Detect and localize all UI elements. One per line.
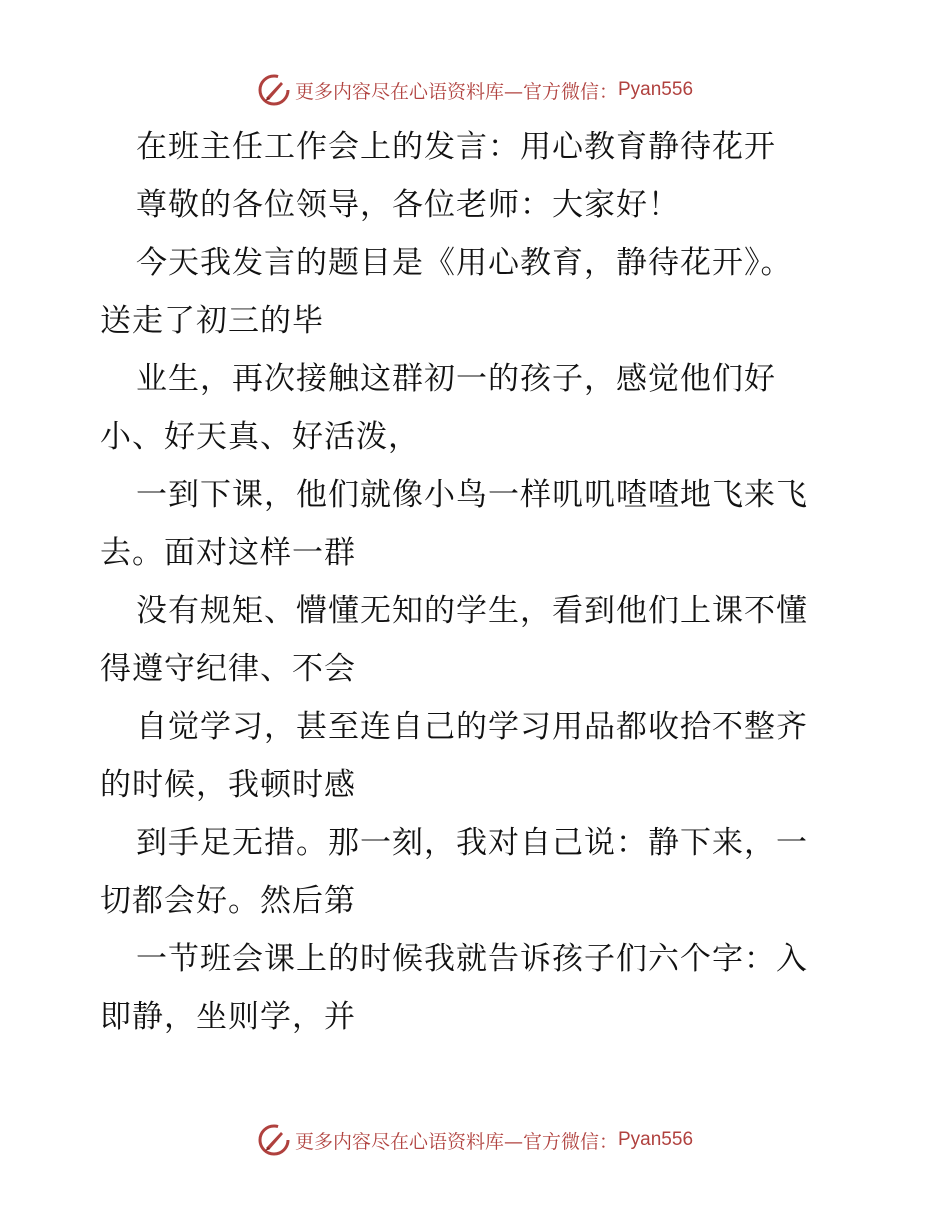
doc-line-7: 一到下课，他们就像小鸟一样叽叽喳喳地飞来飞 — [136, 477, 808, 513]
doc-line-3: 今天我发言的题目是《用心教育，静待花开》。 — [136, 245, 793, 281]
footer-banner — [0, 1120, 950, 1160]
red-quill-seal-icon — [257, 73, 291, 107]
doc-line-2: 尊敬的各位领导，各位老师：大家好！ — [136, 187, 680, 223]
banner-text: 更多内容尽在心语资料库—官方微信： — [294, 80, 618, 103]
doc-line-9: 没有规矩、懵懂无知的学生，看到他们上课不懂 — [136, 593, 808, 629]
banner-wechat-id: Pyan556 — [618, 1129, 694, 1150]
doc-line-11: 自觉学习，甚至连自己的学习用品都收拾不整齐 — [136, 709, 808, 745]
doc-line-6: 小、好天真、好活泼， — [100, 419, 420, 455]
doc-line-4: 送走了初三的毕 — [100, 303, 324, 339]
doc-line-16: 即静，坐则学，并 — [100, 999, 356, 1035]
doc-line-8: 去。面对这样一群 — [100, 535, 356, 571]
doc-line-13: 到手足无措。那一刻，我对自己说：静下来，一 — [136, 825, 808, 861]
red-quill-seal-icon — [257, 1123, 291, 1157]
doc-line-14: 切都会好。然后第 — [100, 883, 356, 919]
banner-wechat-id: Pyan556 — [618, 79, 694, 100]
document-body — [100, 118, 852, 1046]
header-banner — [0, 70, 950, 110]
doc-line-5: 业生，再次接触这群初一的孩子，感觉他们好 — [136, 361, 776, 397]
doc-line-15: 一节班会课上的时候我就告诉孩子们六个字：入 — [136, 941, 808, 977]
doc-line-1: 在班主任工作会上的发言：用心教育静待花开 — [136, 129, 776, 165]
doc-line-12: 的时候，我顿时感 — [100, 767, 356, 803]
doc-line-10: 得遵守纪律、不会 — [100, 651, 356, 687]
banner-text: 更多内容尽在心语资料库—官方微信： — [294, 1130, 618, 1153]
